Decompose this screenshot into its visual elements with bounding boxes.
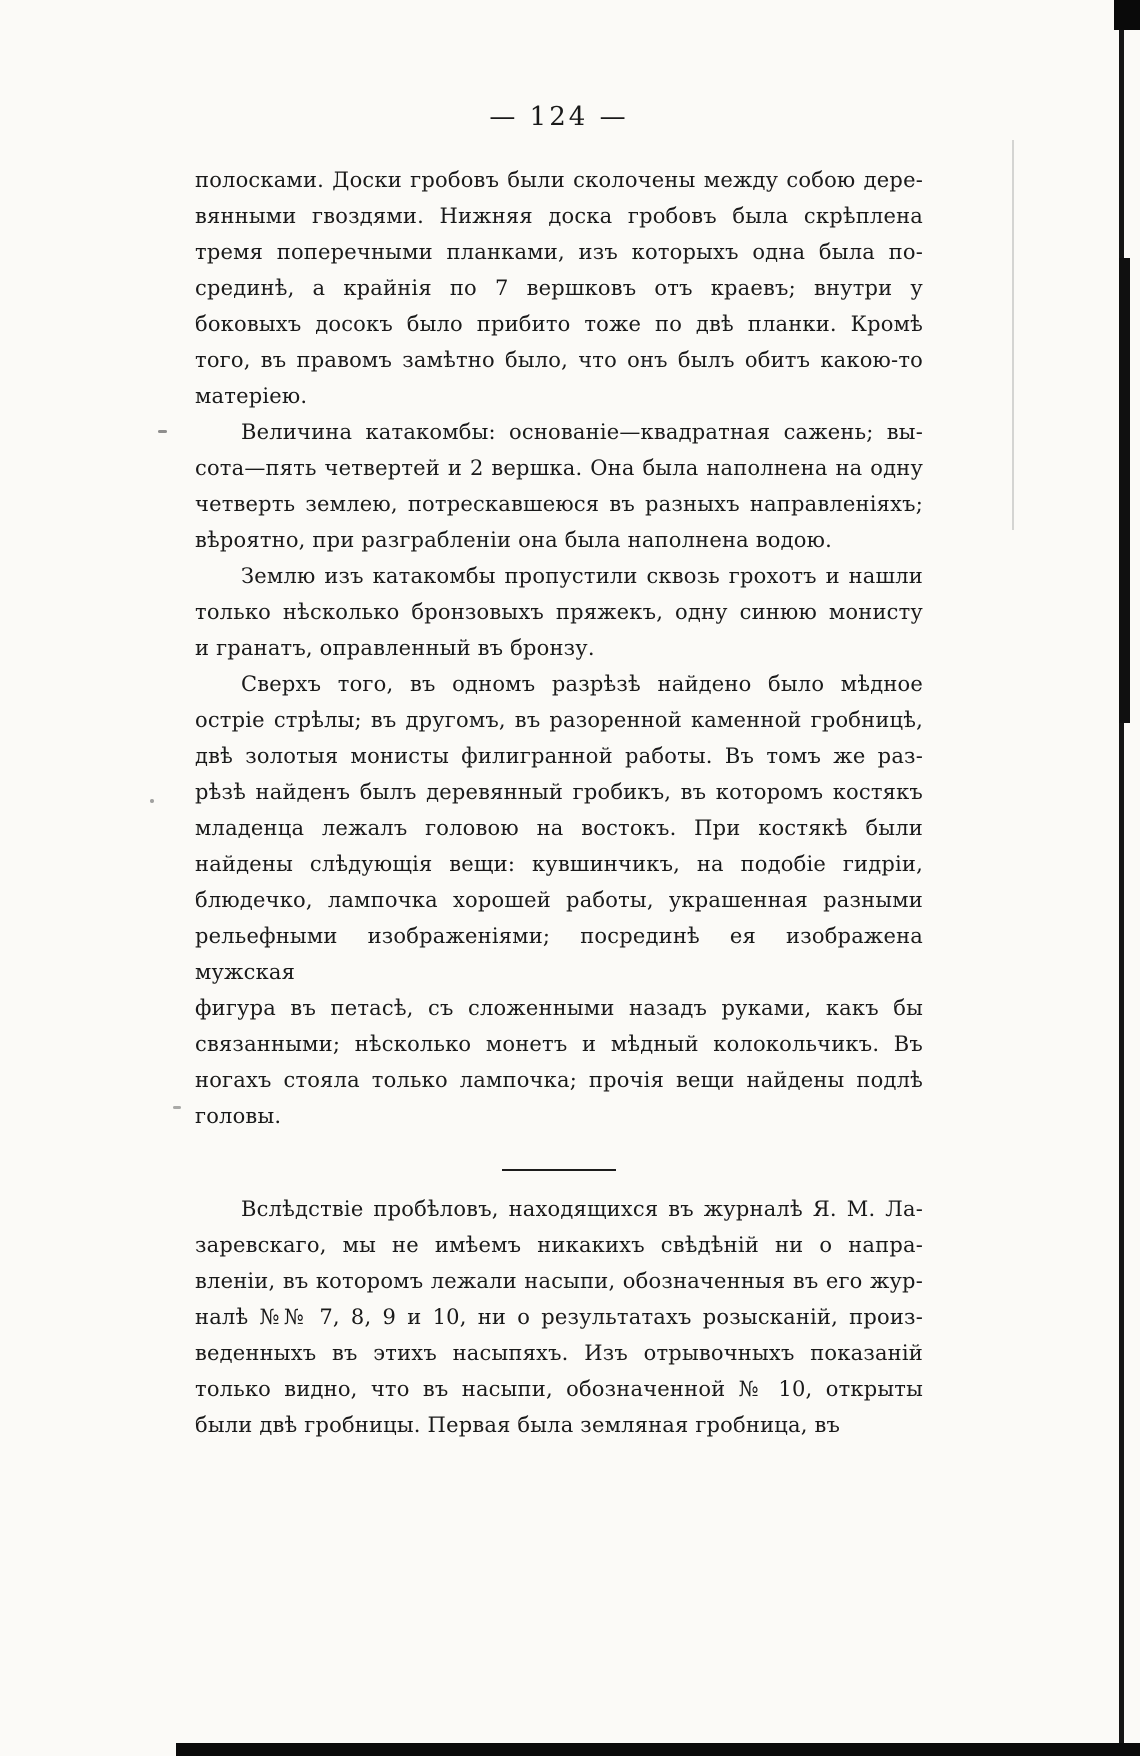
text-line: Вслѣдствіе пробѣловъ, находящихся въ журналѣ Я. М. Ла- <box>241 1197 923 1221</box>
text-line: заревскаго, мы не имѣемъ никакихъ свѣдѣній ни о напра- <box>195 1233 923 1257</box>
scan-artifact-right-edge-thick <box>1119 258 1130 723</box>
text-line: рѣзѣ найденъ былъ деревянный гробикъ, въ которомъ костякъ <box>195 780 923 804</box>
text-line: срединѣ, а крайнія по 7 вершковъ отъ краевъ; внутри у <box>195 276 923 300</box>
section-separator-row <box>195 1134 923 1191</box>
text-line: веденныхъ въ этихъ насыпяхъ. Изъ отрывочныхъ показаній <box>195 1341 923 1365</box>
text-line: матеріею. <box>195 384 308 408</box>
page-number: — 124 — <box>489 102 629 132</box>
text-line: четверть землею, потрескавшеюся въ разныхъ направленіяхъ; <box>195 492 923 516</box>
scan-artifact-bottom-edge <box>176 1743 1140 1756</box>
text-line: вянными гвоздями. Нижняя доска гробовъ была скрѣплена <box>195 204 923 228</box>
text-line: найдены слѣдующія вещи: кувшинчикъ, на подобіе гидріи, <box>195 852 923 876</box>
section-separator-rule <box>502 1169 616 1171</box>
scan-speck <box>158 430 167 433</box>
text-line: Землю изъ катакомбы пропустили сквозь грохотъ и нашли <box>241 564 923 588</box>
text-line: младенца лежалъ головою на востокъ. При костякѣ были <box>195 816 923 840</box>
text-column <box>195 0 923 1443</box>
text-line: рельефными изображеніями; посрединѣ ея изображена мужская <box>195 924 923 984</box>
text-line: того, въ правомъ замѣтно было, что онъ былъ обитъ какою-то <box>195 348 923 372</box>
text-line: только нѣсколько бронзовыхъ пряжекъ, одну синюю монисту <box>195 600 923 624</box>
text-section-1 <box>195 162 923 1134</box>
text-line: только видно, что въ насыпи, обозначенной № 10, открыты <box>195 1377 923 1401</box>
text-line: вѣроятно, при разграбленіи она была наполнена водою. <box>195 528 832 552</box>
text-line: тремя поперечными планками, изъ которыхъ одна была по- <box>195 240 923 264</box>
scan-speck <box>150 799 154 803</box>
text-line: остріе стрѣлы; въ другомъ, въ разоренной каменной гробницѣ, <box>195 708 923 732</box>
scan-speck <box>173 1106 181 1109</box>
text-line: двѣ золотыя монисты филигранной работы. Въ томъ же раз- <box>195 744 923 768</box>
scan-artifact-top-right-corner <box>1114 0 1140 30</box>
text-line: связанными; нѣсколько монетъ и мѣдный колокольчикъ. Въ <box>195 1032 923 1056</box>
text-line: головы. <box>195 1104 282 1128</box>
text-line: Сверхъ того, въ одномъ разрѣзѣ найдено было мѣдное <box>241 672 923 696</box>
text-line: блюдечко, лампочка хорошей работы, украшенная разными <box>195 888 923 912</box>
scan-fold-line <box>1012 140 1014 530</box>
text-section-2 <box>195 1191 923 1443</box>
text-line: вленіи, въ которомъ лежали насыпи, обозначенныя въ его жур- <box>195 1269 923 1293</box>
text-line: фигура въ петасѣ, съ сложенными назадъ руками, какъ бы <box>195 996 923 1020</box>
text-line: боковыхъ досокъ было прибито тоже по двѣ планки. Кромѣ <box>195 312 923 336</box>
text-line: полосками. Доски гробовъ были сколочены между собою дере- <box>195 168 923 192</box>
text-line: сота—пять четвертей и 2 вершка. Она была наполнена на одну <box>195 456 923 480</box>
text-line: были двѣ гробницы. Первая была земляная гробница, въ <box>195 1413 841 1437</box>
text-line: и гранатъ, оправленный въ бронзу. <box>195 636 595 660</box>
text-line: налѣ №№ 7, 8, 9 и 10, ни о результатахъ розысканій, произ- <box>195 1305 923 1329</box>
text-line: ногахъ стояла только лампочка; прочія вещи найдены подлѣ <box>195 1068 923 1092</box>
text-line: Величина катакомбы: основаніе—квадратная сажень; вы- <box>241 420 923 444</box>
